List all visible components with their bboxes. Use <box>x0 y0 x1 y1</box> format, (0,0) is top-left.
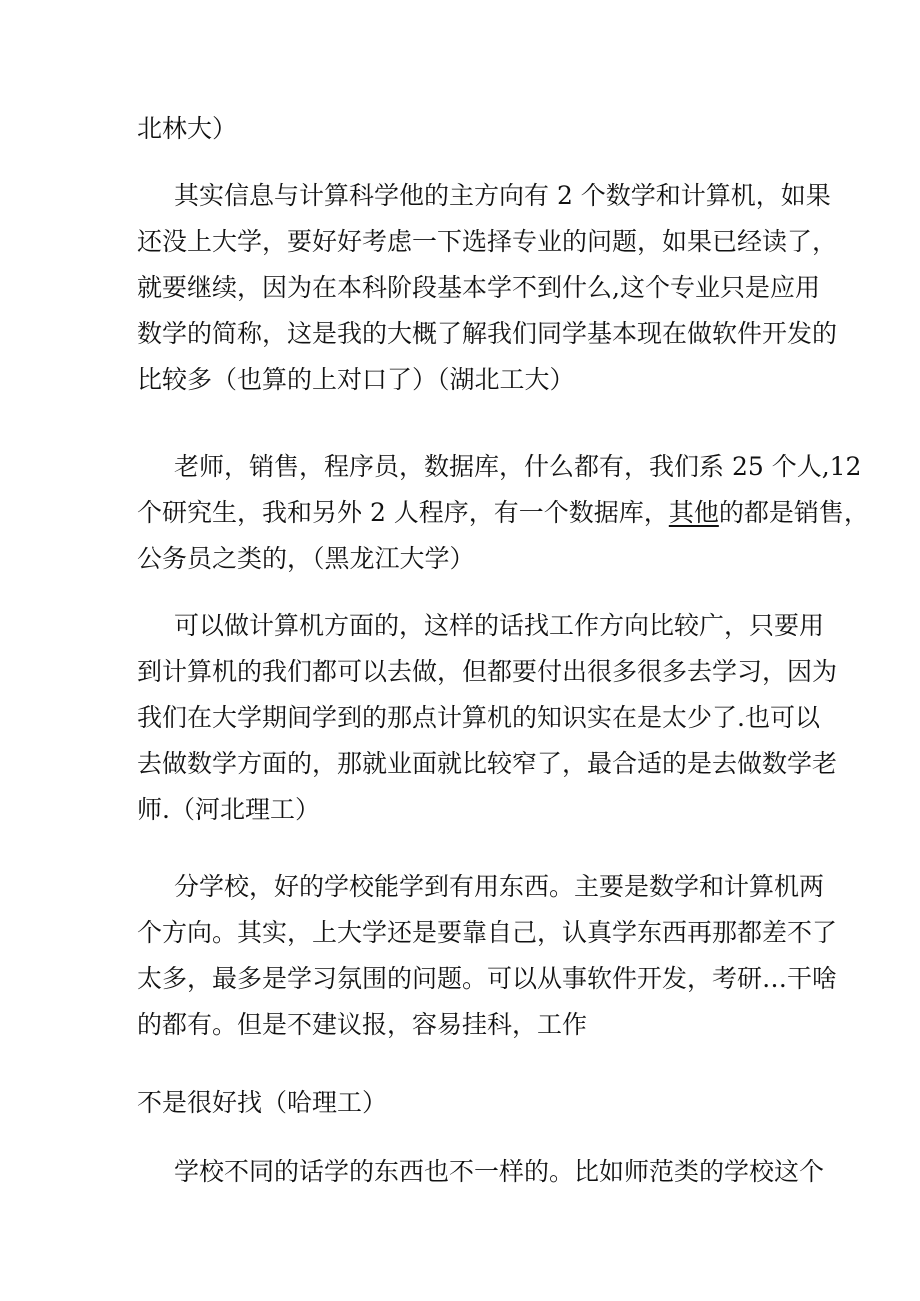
text-line: 个方向。其实，上大学还是要靠自己，认真学东西再那都差不了 <box>137 918 838 947</box>
paragraph-5 <box>137 1080 803 1126</box>
text-line: 还没上大学，要好好考虑一下选择专业的问题，如果已经读了， <box>137 227 838 256</box>
text-segment: 个研究生，我和另外 2 人程序，有一个数据库， <box>137 498 669 527</box>
paragraph-continuation-0 <box>137 106 803 152</box>
text-line: 分学校，好的学校能学到有用东西。主要是数学和计算机两 <box>174 872 825 901</box>
paragraph-3 <box>137 603 838 833</box>
text-line: 的都有。但是不建议报，容易挂科，工作 <box>137 1010 588 1039</box>
text-line: 比较多（也算的上对口了）（湖北工大） <box>137 365 575 394</box>
text-line: 去做数学方面的，那就业面就比较窄了，最合适的是去做数学老 <box>137 749 838 778</box>
text-line: 太多，最多是学习氛围的问题。可以从事软件开发，考研…干啥 <box>137 964 838 993</box>
text-segment: 的都是销售， <box>718 498 869 527</box>
text-line: 其实信息与计算科学他的主方向有 2 个数学和计算机，如果 <box>174 181 831 210</box>
paragraph-2 <box>137 444 869 582</box>
text-line: 到计算机的我们都可以去做，但都要付出很多很多去学习，因为 <box>137 657 838 686</box>
text-line: 学校不同的话学的东西也不一样的。比如师范类的学校这个 <box>174 1157 825 1186</box>
paragraph-6 <box>137 1149 825 1195</box>
text-line: 师.（河北理工） <box>137 795 320 824</box>
paragraph-1 <box>137 173 838 403</box>
text-line: 不是很好找（哈理工） <box>137 1088 388 1117</box>
text-line: 数学的简称，这是我的大概了解我们同学基本现在做软件开发的 <box>137 319 838 348</box>
paragraph-4 <box>137 864 838 1048</box>
text-line: 可以做计算机方面的，这样的话找工作方向比较广，只要用 <box>174 611 825 640</box>
text-line: 北林大） <box>137 114 238 143</box>
text-line: 就要继续，因为在本科阶段基本学不到什么,这个专业只是应用 <box>137 273 820 302</box>
underlined-text: 其他 <box>668 498 719 527</box>
text-line: 公务员之类的，（黑龙江大学） <box>137 544 475 573</box>
text-line <box>137 490 869 536</box>
text-line: 我们在大学期间学到的那点计算机的知识实在是太少了.也可以 <box>137 703 820 732</box>
text-line: 老师，销售，程序员，数据库，什么都有，我们系 25 个人,12 <box>174 452 862 481</box>
